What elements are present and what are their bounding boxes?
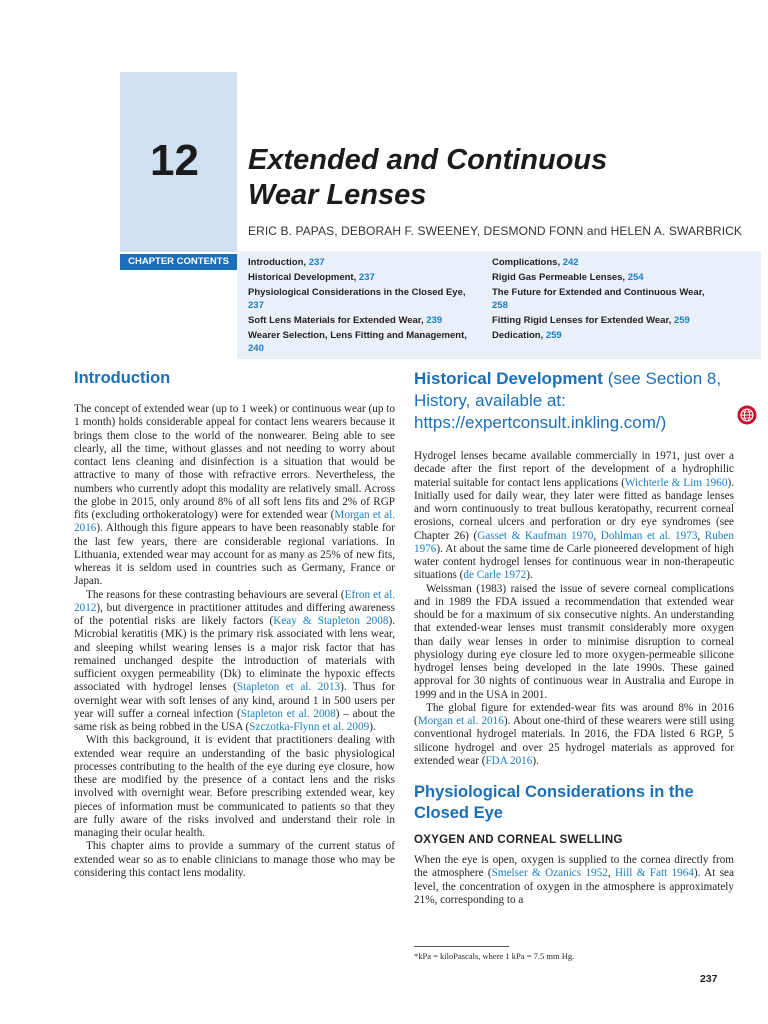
intro-paragraph-4: This chapter aims to provide a summary of the current status of extended wear so as to enable clinicians to manage those who may be considering this contact lens modality.	[74, 840, 395, 879]
toc-page-link[interactable]: 254	[627, 272, 644, 283]
intro-paragraph-1: The concept of extended wear (up to 1 week) or continuous wear (up to 1 month) holds considerable appeal for contact lens wearers because it brings them close to the world of the nonwearer. Being able to see clearly, all the time, without glasses and not needing to worry about contact lens cleaning and disinfection is a situation that would be attractive to many of those with refractive errors. Nevertheless, the numbers who currently adopt this modality are relatively small. Across the globe in 2015, only around 8% of all soft lens fits and 2% of RGP fits (excluding orthokeratology) were for extended wear (Morgan et al. 2016). Although this figure appears to have been reasonably stable for the last few years, there are considerable regional variations. In Lithuania, extended wear may account for as many as 25% of new fits, whereas it is seldom used in countries such as Germany, France or Japan.	[74, 403, 395, 588]
citation-link[interactable]: Efron et al. 2012	[74, 588, 395, 614]
toc-page-link[interactable]: 237	[308, 257, 325, 268]
intro-paragraph-2: The reasons for these contrasting behaviours are several (Efron et al. 2012), but divergence in practitioner attitudes and differing awareness of the potential risks are likely factors (Keay & Stapleton 2008). Microbial keratitis (MK) is the primary risk associated with lens wear, and sleeping whilst wearing lenses is a major risk factor that has remained unchanged despite the introduction of materials with sufficient oxygen permeability (Dk) to eliminate the hypoxic effects associated with hydrogel lenses (Stapleton et al. 2013). Thus for overnight wear with soft lenses of any kind, around 1 in 500 users per year will suffer a corneal infection (Stapleton et al. 2008) – about the same risk as being robbed in the USA (Szczotka-Flynn et al. 2009).	[74, 588, 395, 733]
toc-page-link[interactable]: 237	[358, 272, 375, 283]
citation-link[interactable]: Gasset & Kaufman 1970	[477, 529, 594, 542]
citation-link[interactable]: de Carle 1972	[463, 569, 527, 582]
citation-link[interactable]: Morgan et al. 2016	[417, 715, 504, 727]
toc-item[interactable]: Soft Lens Materials for Extended Wear, 239	[248, 315, 443, 326]
intro-paragraph-3: With this background, it is evident that practitioners dealing with extended wear require an understanding of the basic physiological processes contributing to the health of the eye during eye closure, how these are modified by the presence of a contact lens and the risks involved with overnight wear. Before prescribing extended wear, key pieces of information must be communicated to patients so that they are fully aware of the risks involved and understand their role in managing their ocular health.	[74, 734, 395, 839]
right-column	[414, 368, 734, 907]
toc-page-link[interactable]: 259	[545, 330, 562, 341]
toc-page-link[interactable]: 239	[426, 315, 443, 326]
chapter-number: 12	[150, 136, 199, 185]
citation-link[interactable]: FDA 2016	[485, 754, 533, 767]
left-column	[74, 368, 395, 880]
citation-link[interactable]: Dohlman et al. 1973	[600, 529, 698, 542]
footnote: *kPa = kiloPascals, where 1 kPa = 7.5 mm Hg.	[414, 951, 575, 961]
page-number: 237	[700, 973, 718, 985]
toc-page-link[interactable]: 240	[248, 343, 264, 354]
footnote-rule	[414, 946, 509, 947]
citation-link[interactable]: Morgan et al. 2016	[74, 509, 395, 535]
toc-item[interactable]: Wearer Selection, Lens Fitting and Management, 240	[248, 330, 467, 354]
toc-page-link[interactable]: 259	[673, 315, 690, 326]
citation-link[interactable]: Smelser & Ozanics 1952	[491, 867, 608, 880]
toc-item[interactable]: Historical Development, 237	[248, 272, 375, 283]
toc-item[interactable]: Complications, 242	[492, 257, 579, 268]
toc-left-column	[248, 256, 483, 357]
chapter-authors: ERIC B. PAPAS, DEBORAH F. SWEENEY, DESMOND FONN and HELEN A. SWARBRICK	[248, 224, 743, 238]
globe-icon[interactable]	[737, 405, 757, 425]
chapter-contents-label: CHAPTER CONTENTS	[120, 254, 237, 270]
toc-page-link[interactable]: 258	[492, 300, 508, 311]
toc-item[interactable]: Introduction, 237	[248, 257, 325, 268]
citation-link[interactable]: Ruben 1976	[414, 529, 734, 555]
citation-link[interactable]: Keay & Stapleton 2008	[273, 615, 389, 627]
subheading-oxygen: OXYGEN AND CORNEAL SWELLING	[414, 834, 623, 846]
physio-paragraph-1: When the eye is open, oxygen is supplied to the cornea directly from the atmosphere (Smelser & Ozanics 1952, Hill & Fatt 1964). At sea level, the concentration of oxygen in the atmosphere is approximately 21%, corresponding to a	[414, 854, 734, 906]
section-heading-physiology: Physiological Considerations in the Closed Eye	[414, 783, 694, 822]
toc-item[interactable]: Dedication, 259	[492, 330, 562, 341]
citation-link[interactable]: Wichterle & Lim 1960	[624, 476, 728, 489]
citation-link[interactable]: Stapleton et al. 2013	[236, 681, 341, 694]
history-paragraph-3: The global figure for extended-wear fits was around 8% in 2016 (Morgan et al. 2016). About one-third of these wearers were still using conventional hydrogel materials. In 2016, the FDA listed 6 RGP, 5 silicone hydrogel and over 25 hydrogel materials as approved for extended wear (FDA 2016).	[414, 701, 734, 767]
chapter-title-line2: Wear Lenses	[248, 179, 427, 211]
toc-item[interactable]: Rigid Gas Permeable Lenses, 254	[492, 272, 644, 283]
history-web-reference[interactable]: (see Section 8, History, available at: https://expertconsult.inkling.com/)	[414, 369, 722, 432]
history-paragraph-2: Weissman (1983) raised the issue of severe corneal complications and in 1989 the FDA issued a recommendation that extended wear should be for a maximum of six consecutive nights. An understanding that extended-wear lenses must transmit considerably more oxygen than daily wear lenses in order to minimise disruption to corneal physiology during eye closure led to more oxygen-permeable silicone hydrogel lenses being developed in the late 1990s. These gained approval for 30 nights of continuous wear in Australia and Europe in 1999 and in the USA in 2001.	[414, 582, 734, 701]
citation-link[interactable]: Szczotka-Flynn et al. 2009	[249, 721, 370, 733]
chapter-title-line1: Extended and Continuous	[248, 144, 608, 176]
chapter-title	[248, 143, 607, 213]
history-paragraph-1: Hydrogel lenses became available commercially in 1971, just over a decade after the first report of the development of a hydrophilic material suitable for contact lens applications (Wichterle & Lim 1960). Initially used for daily wear, they later were fitted as bandage lenses and worn continuously to treat bullous keratopathy, recurrent corneal erosions, corneal ulcers and perforation or dry eye syndromes (see Chapter 26) (Gasset & Kaufman 1970, Dohlman et al. 1973, Ruben 1976). At about the same time de Carle pioneered development of high water content hydrogel lenses for continuous wear in non-therapeutic situations (de Carle 1972).	[414, 450, 734, 582]
section-heading-introduction: Introduction	[74, 369, 171, 387]
citation-link[interactable]: Hill & Fatt 1964	[615, 867, 694, 880]
toc-right-column	[492, 256, 722, 344]
section-heading-history: Historical Development (see Section 8, History, available at: https://expertconsult.inkling.com/)	[414, 369, 722, 432]
toc-page-link[interactable]: 242	[562, 257, 579, 268]
toc-item[interactable]: Physiological Considerations in the Closed Eye, 237	[248, 287, 466, 311]
toc-item[interactable]: The Future for Extended and Continuous Wear, 258	[492, 287, 705, 311]
toc-page-link[interactable]: 237	[248, 300, 264, 311]
citation-link[interactable]: Stapleton et al. 2008	[240, 707, 336, 720]
toc-item[interactable]: Fitting Rigid Lenses for Extended Wear, 259	[492, 315, 690, 326]
